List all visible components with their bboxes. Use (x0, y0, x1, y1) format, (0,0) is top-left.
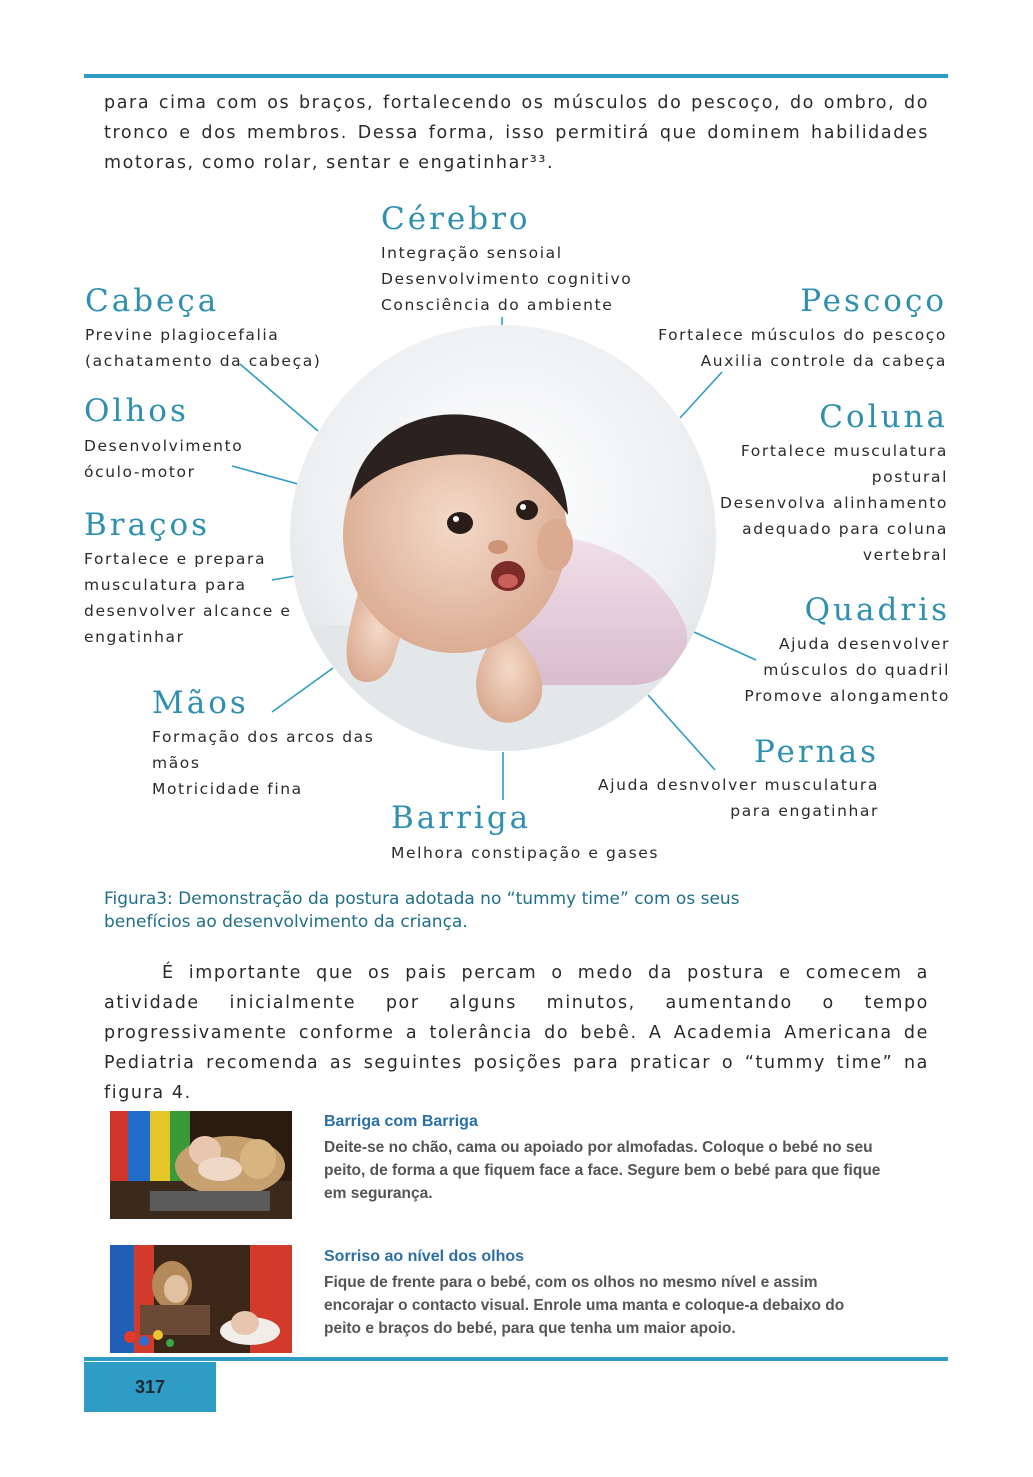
desc-cerebro (381, 240, 632, 318)
connector-pernas (648, 695, 715, 770)
desc-coluna-line: vertebral (862, 546, 948, 564)
desc-cerebro-line: Consciência do ambiente (381, 296, 614, 314)
desc-quadris (744, 631, 950, 709)
desc-cerebro-line: Integração sensoial (381, 244, 563, 262)
connector-cabeca (240, 364, 318, 431)
desc-olhos-line: Desenvolvimento (84, 437, 244, 455)
heading-quadris: Quadris (804, 592, 950, 628)
position-1-line: Deite-se no chão, cama ou apoiado por almofadas. Coloque o bebé no seu (324, 1139, 873, 1156)
heading-cabeca: Cabeça (85, 283, 220, 319)
desc-pernas-line: para engatinhar (730, 802, 879, 820)
position-1-illustration (110, 1111, 292, 1219)
desc-barriga (391, 840, 659, 866)
desc-maos-line: Formação dos arcos das (152, 728, 375, 746)
desc-maos-line: mãos (152, 754, 201, 772)
position-2-photo (110, 1245, 292, 1353)
heading-barriga: Barriga (391, 800, 532, 836)
position-1-text (324, 1136, 934, 1205)
desc-coluna-line: adequado para coluna (742, 520, 948, 538)
heading-olhos: Olhos (84, 393, 189, 429)
body-paragraph (104, 958, 929, 1108)
caption-line: benefícios ao desenvolvimento da criança. (104, 912, 468, 932)
position-2-title: Sorriso ao nível dos olhos (324, 1248, 525, 1265)
intro-text: para cima com os braços, fortalecendo os músculos do pescoço, do ombro, do tronco e dos membros. Dessa forma, isso permitirá que dominem habilidades motoras, como rolar, sentar e engatinhar³³. (104, 93, 929, 173)
desc-bracos-line: musculatura para (84, 576, 247, 594)
desc-quadris-line: Ajuda desenvolver (778, 635, 950, 653)
desc-olhos (84, 433, 243, 485)
desc-pescoco (658, 322, 947, 374)
position-2-line: encorajar o contacto visual. Enrole uma manta e coloque-a debaixo do (324, 1297, 845, 1314)
heading-cerebro: Cérebro (381, 201, 531, 237)
desc-maos-line: Motricidade fina (152, 780, 303, 798)
heading-coluna: Coluna (819, 399, 948, 435)
heading-bracos: Braços (84, 507, 211, 543)
caption-line: Figura3: Demonstração da postura adotada no “tummy time” com os seus (104, 889, 740, 909)
desc-cerebro-line: Desenvolvimento cognitivo (381, 270, 633, 288)
connector-maos (272, 668, 333, 712)
desc-cabeca-line: (achatamento da cabeça) (85, 352, 322, 370)
position-1-line: em segurança. (324, 1185, 433, 1202)
desc-bracos (84, 546, 292, 650)
desc-maos (152, 724, 374, 802)
desc-pernas (598, 772, 879, 824)
body-text: É importante que os pais percam o medo da postura e comecem a atividade inicialmente por alguns minutos, aumentando o tempo progressivamente conforme a tolerância do bebê. A Academia Americana de Pediatria recomenda as seguintes posições para praticar o “tummy time” na figura 4. (104, 963, 929, 1103)
desc-barriga-line: Melhora constipação e gases (391, 844, 660, 862)
desc-bracos-line: desenvolver alcance e (84, 602, 292, 620)
desc-cabeca (85, 322, 321, 374)
desc-coluna-line: postural (871, 468, 948, 486)
position-2-illustration (110, 1245, 292, 1353)
position-1-photo (110, 1111, 292, 1219)
position-1-line: peito, de forma a que fiquem face a face. Segure bem o bebé para que fique (324, 1162, 881, 1179)
desc-coluna-line: Fortalece musculatura (740, 442, 948, 460)
desc-coluna-line: Desenvolva alinhamento (720, 494, 948, 512)
heading-maos: Mãos (152, 685, 249, 721)
position-2-text (324, 1271, 934, 1340)
connector-pescoco (680, 372, 722, 418)
baby-photo (290, 325, 716, 751)
baby-illustration (290, 325, 716, 751)
desc-quadris-line: Promove alongamento (744, 687, 950, 705)
position-2-line: Fique de frente para o bebé, com os olhos no mesmo nível e assim (324, 1274, 818, 1291)
desc-cabeca-line: Previne plagiocefalia (85, 326, 280, 344)
desc-olhos-line: óculo-motor (84, 463, 196, 481)
desc-bracos-line: Fortalece e prepara (84, 550, 267, 568)
bottom-rule (84, 1357, 948, 1361)
heading-pernas: Pernas (754, 734, 879, 770)
position-1-title: Barriga com Barriga (324, 1113, 478, 1130)
desc-pescoco-line: Fortalece músculos do pescoço (658, 326, 947, 344)
position-2-line: peito e braços do bebé, para que tenha um maior apoio. (324, 1320, 736, 1337)
desc-pescoco-line: Auxilia controle da cabeça (700, 352, 947, 370)
desc-coluna (720, 438, 948, 568)
figure-caption (104, 888, 904, 934)
heading-pescoco: Pescoço (800, 283, 947, 319)
desc-pernas-line: Ajuda desnvolver musculatura (598, 776, 879, 794)
page-number: 317 (84, 1362, 216, 1412)
desc-quadris-line: músculos do quadril (763, 661, 950, 679)
desc-bracos-line: engatinhar (84, 628, 185, 646)
